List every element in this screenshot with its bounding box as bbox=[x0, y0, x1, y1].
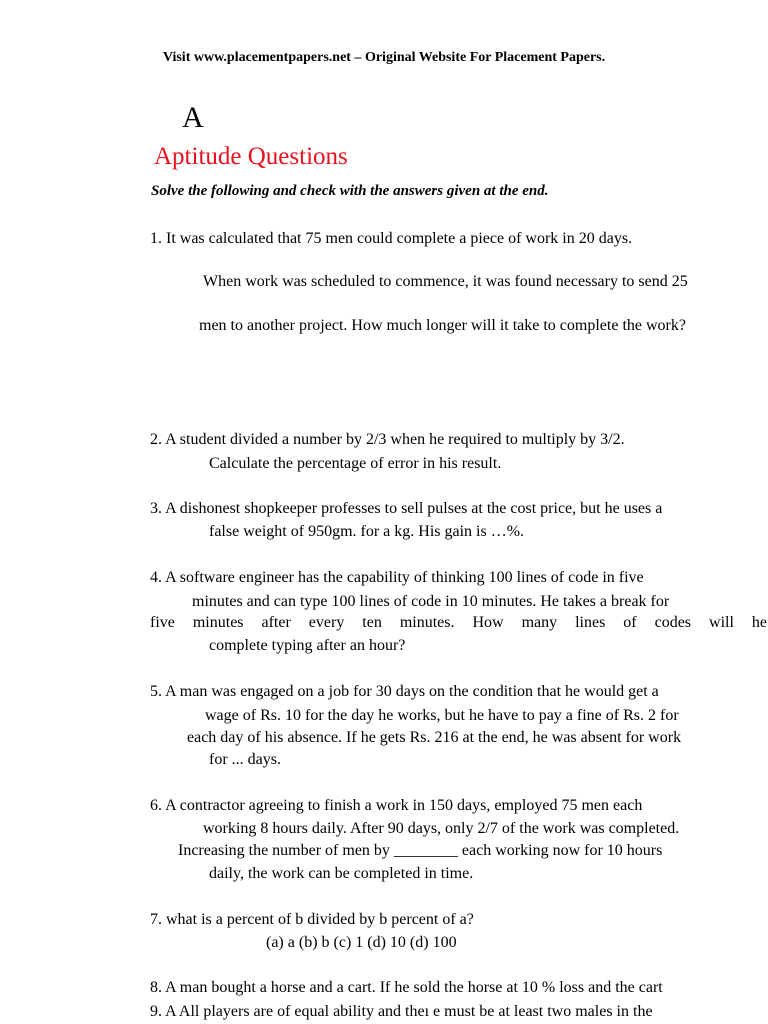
question-2-line-1: 2. A student divided a number by 2/3 when he required to multiply by 3/2. bbox=[150, 431, 625, 448]
instruction-text: Solve the following and check with the answers given at the end. bbox=[151, 183, 549, 199]
question-4-line-3: five minutes after every ten minutes. How many lines of codes will he bbox=[150, 614, 767, 631]
question-4-line-2: minutes and can type 100 lines of code in 10 minutes. He takes a break for bbox=[192, 593, 670, 610]
question-7-line-1: 7. what is a percent of b divided by b percent of a? bbox=[150, 911, 474, 928]
question-6-line-4: daily, the work can be completed in time. bbox=[209, 865, 474, 882]
question-4-line-4: complete typing after an hour? bbox=[209, 637, 406, 654]
question-1-line-1: 1. It was calculated that 75 men could complete a piece of work in 20 days. bbox=[150, 230, 633, 247]
question-9-line-1: 9. A All players are of equal ability and theı e must be at least two males in the bbox=[150, 1003, 653, 1020]
question-5-line-2: wage of Rs. 10 for the day he works, but he have to pay a fine of Rs. 2 for bbox=[205, 707, 679, 724]
question-4-line-1: 4. A software engineer has the capability of thinking 100 lines of code in five bbox=[150, 569, 644, 586]
question-6-line-2: working 8 hours daily. After 90 days, only 2/7 of the work was completed. bbox=[203, 820, 680, 837]
section-letter: A bbox=[182, 101, 204, 134]
site-header: Visit www.placementpapers.net – Original Website For Placement Papers. bbox=[162, 50, 606, 65]
section-title: Aptitude Questions bbox=[154, 143, 348, 170]
question-3-line-2: false weight of 950gm. for a kg. His gain is …%. bbox=[209, 523, 525, 540]
question-1-line-2: When work was scheduled to commence, it was found necessary to send 25 bbox=[203, 273, 688, 290]
question-3-line-1: 3. A dishonest shopkeeper professes to sell pulses at the cost price, but he uses a bbox=[150, 500, 663, 517]
question-8-line-1: 8. A man bought a horse and a cart. If he sold the horse at 10 % loss and the cart bbox=[150, 979, 663, 996]
question-1-line-3: men to another project. How much longer will it take to complete the work? bbox=[199, 317, 686, 334]
question-5-line-4: for ... days. bbox=[209, 751, 281, 768]
question-5-line-3: each day of his absence. If he gets Rs. 216 at the end, he was absent for work bbox=[187, 729, 682, 746]
question-6-line-1: 6. A contractor agreeing to finish a work in 150 days, employed 75 men each bbox=[150, 797, 643, 814]
question-5-line-1: 5. A man was engaged on a job for 30 days on the condition that he would get a bbox=[150, 683, 659, 700]
question-7-options: (a) a (b) b (c) 1 (d) 10 (d) 100 bbox=[266, 934, 457, 951]
question-6-line-3: Increasing the number of men by ________ each working now for 10 hours bbox=[178, 842, 663, 859]
question-2-line-2: Calculate the percentage of error in his result. bbox=[209, 455, 502, 472]
